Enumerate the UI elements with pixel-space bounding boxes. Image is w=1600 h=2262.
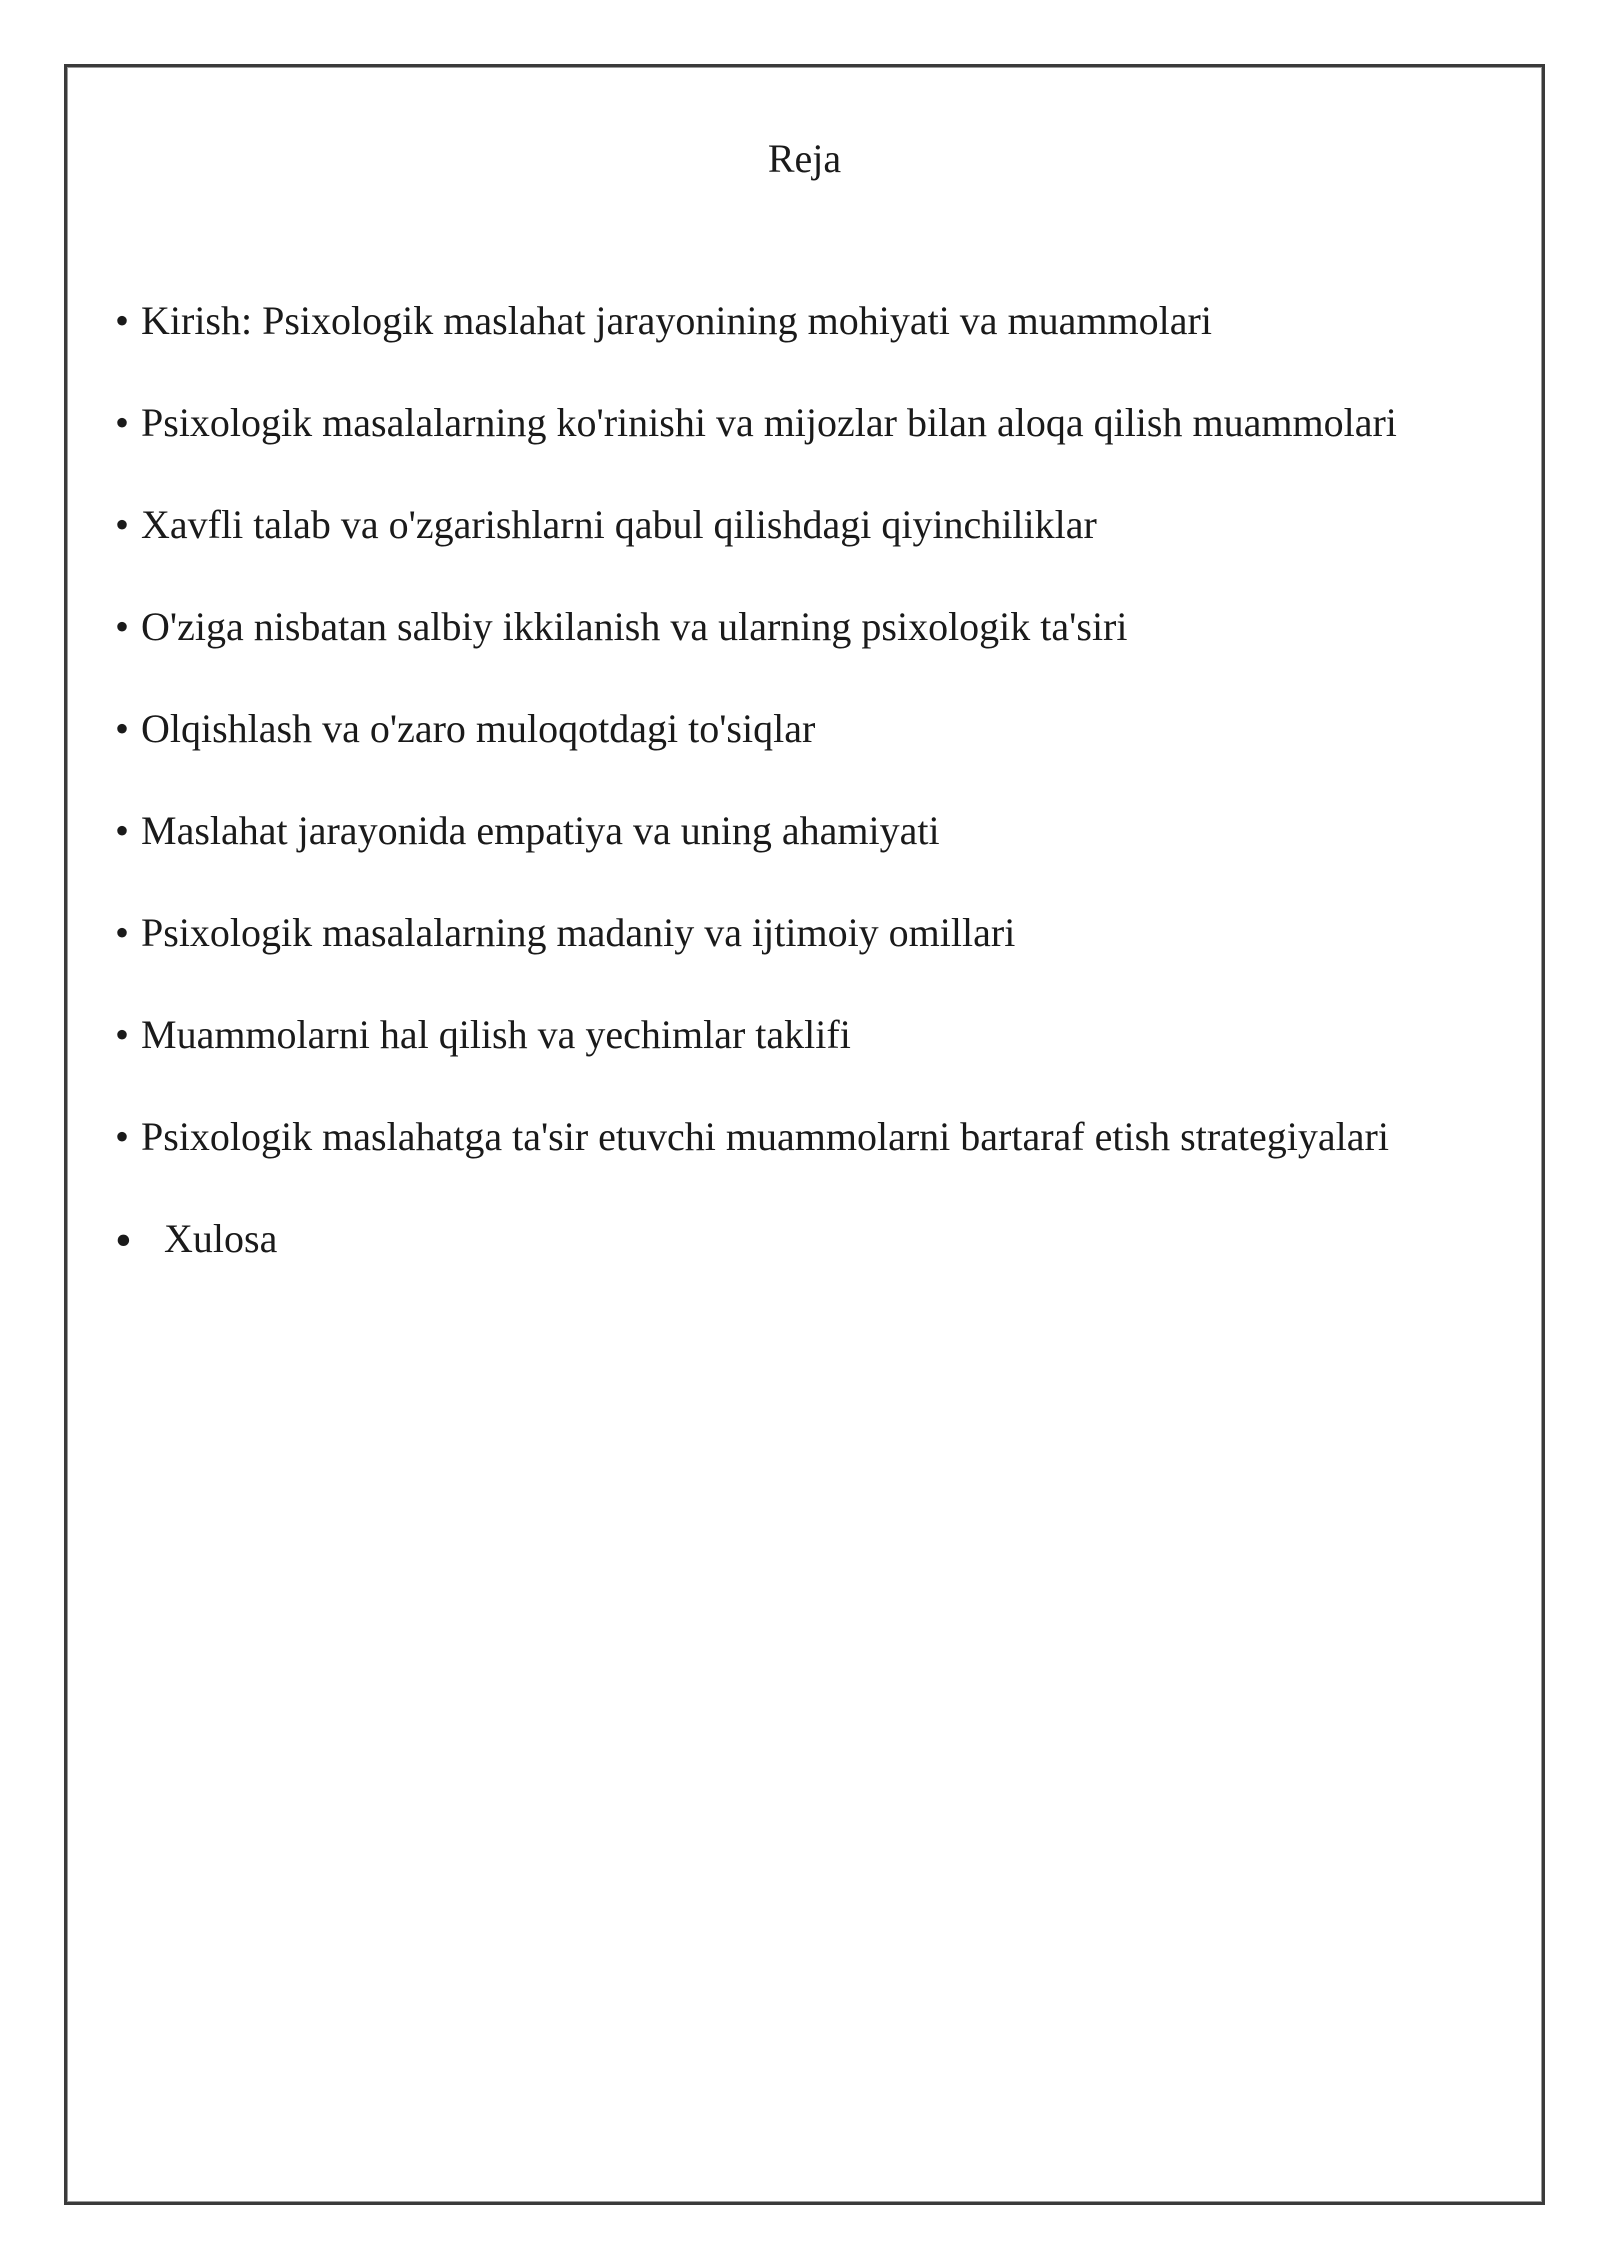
list-item [115,297,1535,399]
bullet-icon: • [115,910,130,955]
list-item [115,501,1535,603]
list-item [115,909,1535,1011]
list-item-text: O'ziga nisbatan salbiy ikkilanish va ularning psixologik ta'siri [141,604,1128,649]
list-item-text: Xulosa [164,1216,278,1261]
list-item [115,603,1535,705]
list-item-text: Muammolarni hal qilish va yechimlar taklifi [141,1012,851,1057]
bullet-icon: • [115,604,130,649]
list-item [115,1113,1535,1215]
list-item-text: Kirish: Psixologik maslahat jarayonining mohiyati va muammolari [141,298,1212,343]
list-item-text: Psixologik masalalarning ko'rinishi va mijozlar bilan aloqa qilish muammolari [141,400,1397,445]
bullet-icon: • [115,502,130,547]
bullet-icon: • [115,1214,132,1267]
list-item [115,1215,1535,1317]
page-title: Reja [767,136,842,181]
list-item-text: Psixologik masalalarning madaniy va ijtimoiy omillari [141,910,1016,955]
list-item [115,807,1535,909]
bullet-icon: • [115,400,130,445]
bullet-icon: • [115,706,130,751]
bullet-icon: • [115,1012,130,1057]
list-item-text: Maslahat jarayonida empatiya va uning ahamiyati [141,808,940,853]
plan-list [115,297,1535,1317]
list-item [115,705,1535,807]
bullet-icon: • [115,808,130,853]
bullet-icon: • [115,1114,130,1159]
list-item [115,1011,1535,1113]
list-item [115,399,1535,501]
list-item-text: Xavfli talab va o'zgarishlarni qabul qilishdagi qiyinchiliklar [141,502,1097,547]
bullet-icon: • [115,298,130,343]
page-frame [64,64,1545,2205]
list-item-text: Olqishlash va o'zaro muloqotdagi to'siqlar [141,706,816,751]
list-item-text: Psixologik maslahatga ta'sir etuvchi muammolarni bartaraf etish strategiyalari [141,1114,1389,1159]
